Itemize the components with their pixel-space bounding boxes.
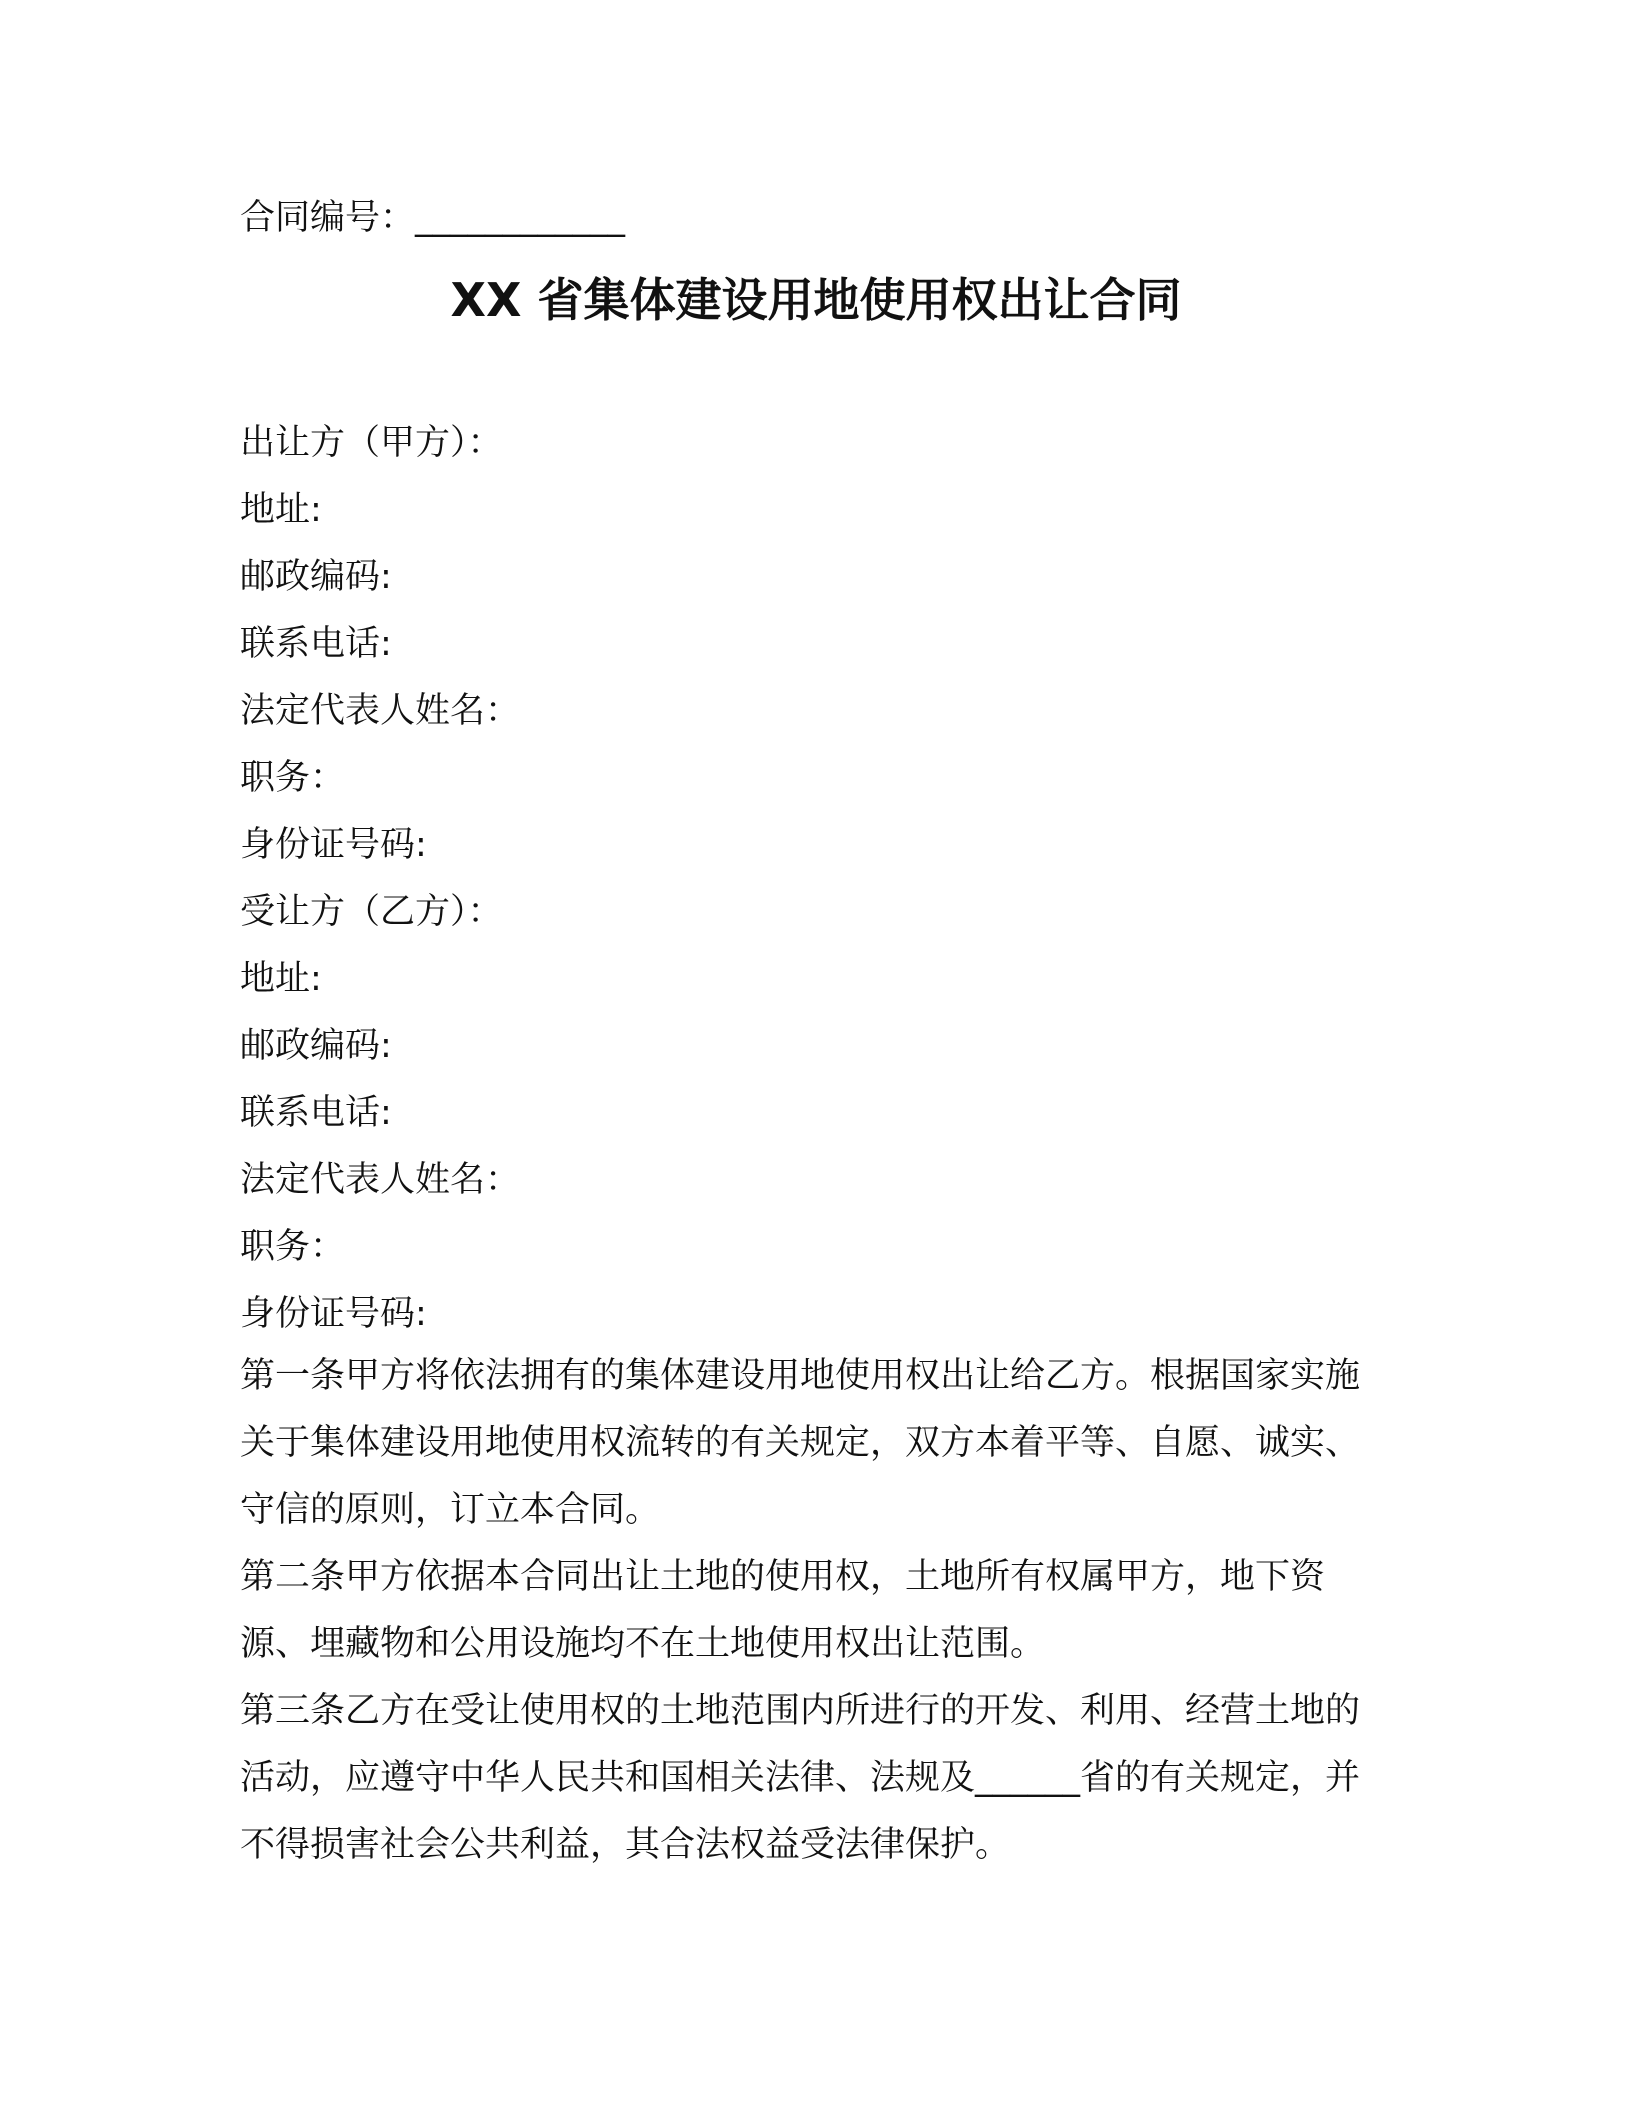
party-a-legal-rep: 法定代表人姓名： (240, 691, 521, 731)
contract-number-label: 合同编号： (240, 198, 416, 238)
article-3: 第三条乙方在受让使用权的土地范围内所进行的开发、利用、经营土地的活动，应遵守中华人民共和国相关法律、法规及______省的有关规定，并不得损害社会公共利益，其合法权益受法律保护。 (240, 1691, 1361, 1865)
party-info-section (240, 410, 1390, 1348)
document-title: XX 省集体建设用地使用权出让合同 (450, 273, 1182, 327)
party-b-position: 职务： (240, 1227, 346, 1267)
party-a-phone: 联系电话: (240, 624, 392, 664)
party-b-id-number: 身份证号码: (240, 1294, 427, 1334)
party-a-address: 地址: (240, 490, 322, 530)
party-b-postal-code: 邮政编码: (240, 1026, 392, 1066)
party-b-address: 地址: (240, 959, 322, 999)
article-1: 第一条甲方将依法拥有的集体建设用地使用权出让给乙方。根据国家实施关于集体建设用地使用权流转的有关规定，双方本着平等、自愿、诚实、守信的原则，订立本合同。 (240, 1356, 1361, 1530)
contract-number-line (240, 192, 625, 244)
article-2: 第二条甲方依据本合同出让土地的使用权，土地所有权属甲方，地下资源、埋藏物和公用设施均不在土地使用权出让范围。 (240, 1557, 1326, 1664)
party-a-position: 职务： (240, 758, 346, 798)
party-a-postal-code: 邮政编码: (240, 557, 392, 597)
party-a-id-number: 身份证号码: (240, 825, 427, 865)
party-b-heading: 受让方（乙方）： (240, 892, 503, 932)
contract-number-blank: ____________ (415, 198, 626, 238)
party-a-heading: 出让方（甲方）： (240, 423, 503, 463)
party-b-phone: 联系电话: (240, 1093, 392, 1133)
articles-section (240, 1343, 1390, 1879)
party-b-legal-rep: 法定代表人姓名： (240, 1160, 521, 1200)
